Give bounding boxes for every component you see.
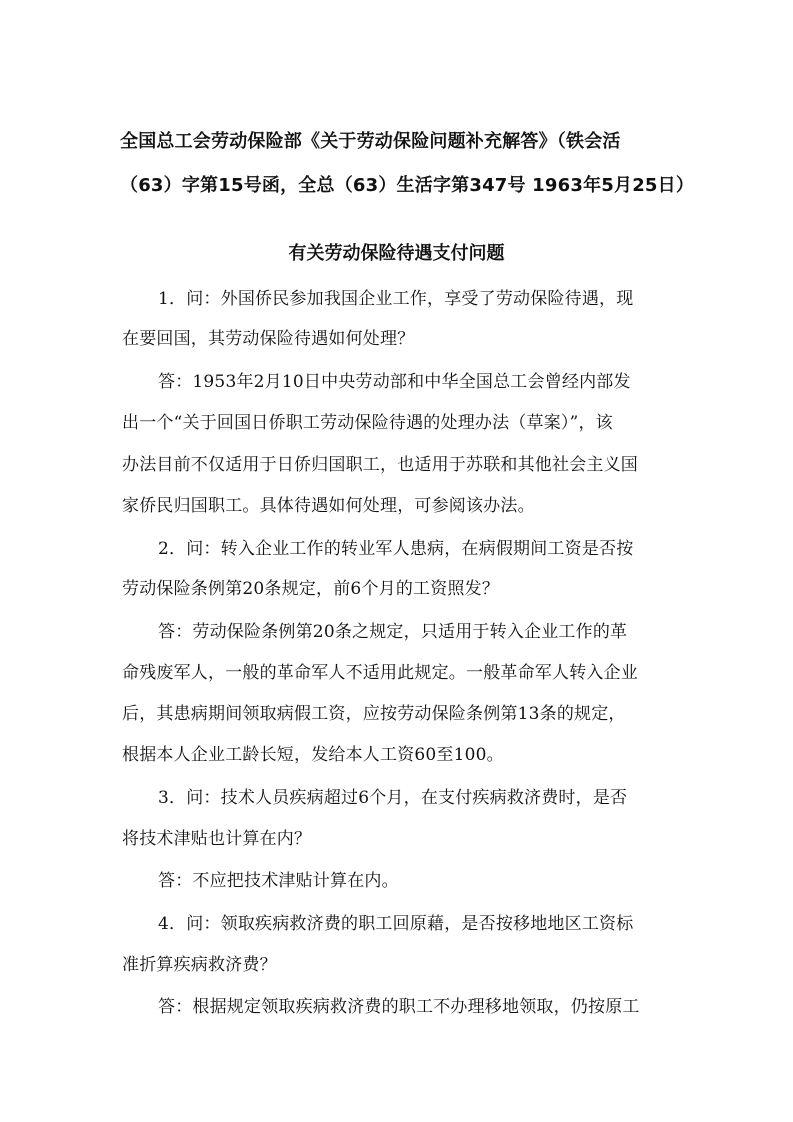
section-heading: 有关劳动保险待遇支付问题 — [288, 243, 505, 264]
body-line-q3-end: 将技术津贴也计算在内？ — [122, 829, 312, 849]
body-line-a2-2: 命残废军人，一般的革命军人不适用此规定。一般革命军人转入企业 — [122, 663, 638, 683]
body-line-q1-end: 在要回国，其劳动保险待遇如何处理？ — [122, 329, 415, 349]
body-line-q2-start: 2．问：转入企业工作的转业军人患病，在病假期间工资是否按 — [158, 539, 634, 559]
body-line-a1-3: 办法目前不仅适用于日侨归国职工，也适用于苏联和其他社会主义国 — [122, 455, 638, 475]
document-title-line-2: （63）字第15号函，全总（63）生活字第347号 1963年5月25日） — [120, 175, 695, 196]
body-line-a1-2: 出一个“关于回国日侨职工劳动保险待遇的处理办法（草案）”，该 — [122, 413, 613, 433]
body-line-q2-end: 劳动保险条例第20条规定，前6个月的工资照发？ — [122, 579, 500, 599]
body-line-q4-start: 4．问：领取疾病救济费的职工回原藉，是否按移地地区工资标 — [158, 914, 634, 934]
body-line-q1-start: 1．问：外国侨民参加我国企业工作，享受了劳动保险待遇，现 — [158, 289, 634, 309]
body-line-a2-start: 答：劳动保险条例第20条之规定，只适用于转入企业工作的革 — [158, 622, 628, 642]
body-line-a2-end: 根据本人企业工龄长短，发给本人工资60至100。 — [122, 745, 504, 765]
body-line-a4-start: 答：根据规定领取疾病救济费的职工不办理移地领取，仍按原工 — [158, 997, 640, 1017]
body-line-a1-end: 家侨民归国职工。具体待遇如何处理，可参阅该办法。 — [122, 496, 535, 516]
document-title-line-1: 全国总工会劳动保险部《关于劳动保险问题补充解答》（铁会活 — [120, 131, 621, 152]
body-line-a2-3: 后，其患病期间领取病假工资，应按劳动保险条例第13条的规定， — [122, 704, 626, 724]
body-line-q3-start: 3．问：技术人员疾病超过6个月，在支付疾病救济费时，是否 — [158, 788, 628, 808]
body-line-a1-start: 答：1953年2月10日中央劳动部和中华全国总工会曾经内部发 — [158, 372, 631, 392]
body-line-a3: 答：不应把技术津贴计算在内。 — [158, 871, 399, 891]
body-line-q4-end: 准折算疾病救济费？ — [122, 955, 277, 975]
